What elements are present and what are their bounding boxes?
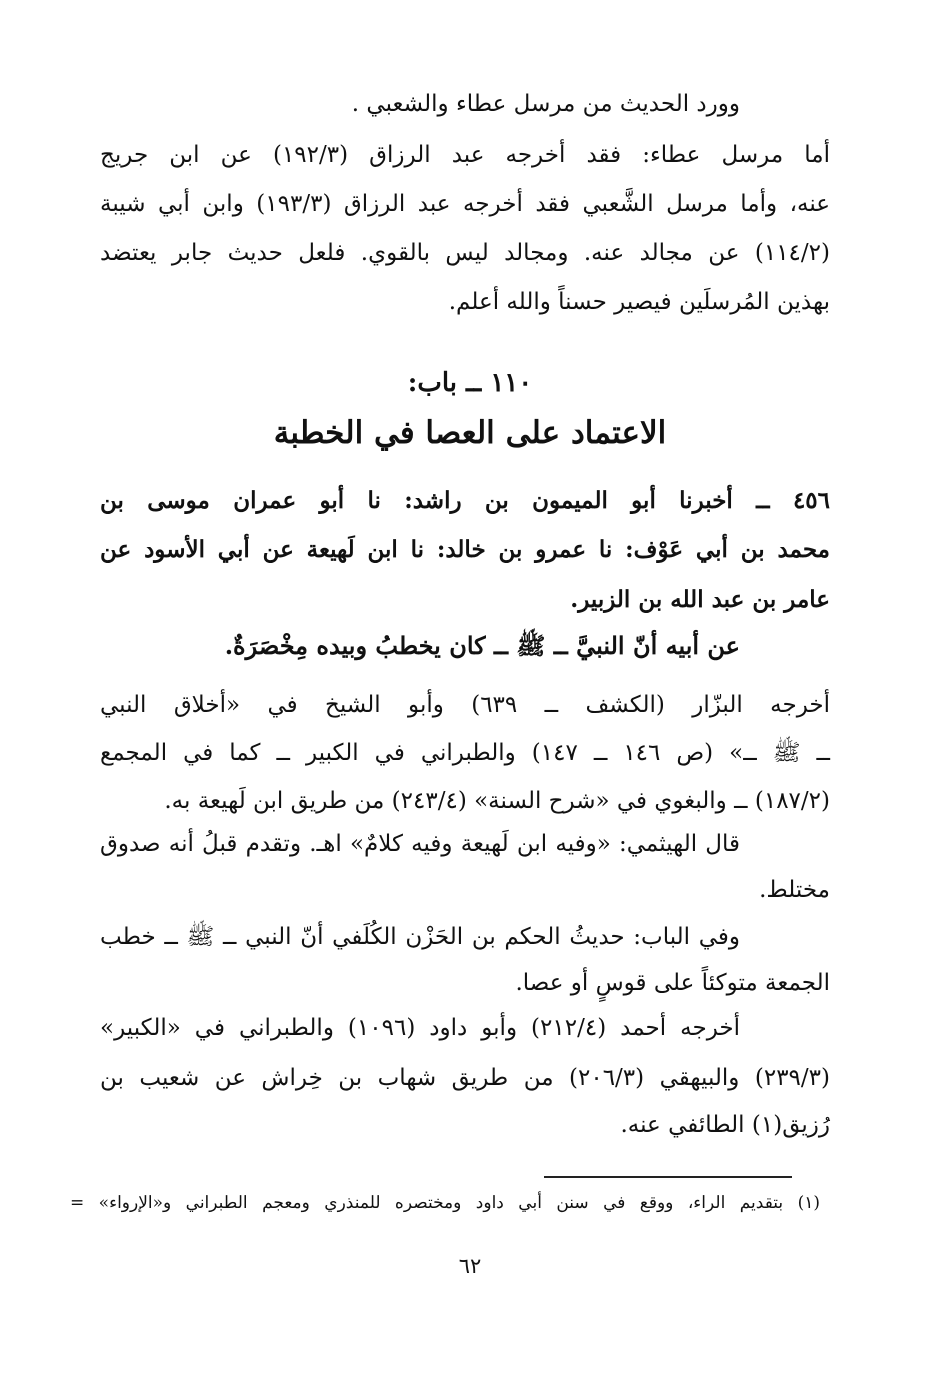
text-line: قال الهيثمي: «وفيه ابن لَهيعة وفيه كلامٌ» اهـ. وتقدم قبلُ أنه صدوق bbox=[100, 831, 740, 857]
hadith-line: محمد بن أبي عَوْف: نا عمرو بن خالد: نا ابن لَهيعة عن أبي الأسود عن bbox=[100, 536, 830, 563]
hadith-matn: عن أبيه أنّ النبيَّ ــ ﷺ ــ كان يخطبُ وبيده مِخْصَرَةٌ. bbox=[224, 631, 740, 660]
text-line: ــ ﷺ ــ» (ص ١٤٦ ــ ١٤٧) والطبراني في الكبير ــ كما في المجمع bbox=[100, 740, 830, 766]
text-line: مختلط. bbox=[759, 877, 830, 903]
footnote: (١) بتقديم الراء، ووقع في سنن أبي داود ومختصره للمنذري ومعجم الطبراني و«الإرواء» = bbox=[70, 1193, 820, 1213]
text-line: أخرجه البزّار (الكشف ــ ٦٣٩) وأبو الشيخ في «أخلاق النبي bbox=[100, 692, 830, 718]
text-line: أخرجه أحمد (٢١٢/٤) وأبو داود (١٠٩٦) والطبراني في «الكبير» bbox=[100, 1015, 740, 1041]
text-line: (١١٤/٢) عن مجالد عنه. ومجالد ليس بالقوي. فلعل حديث جابر يعتضد bbox=[100, 240, 830, 266]
hadith-line: ٤٥٦ ــ أخبرنا أبو الميمون بن راشد: نا أبو عمران موسى بن bbox=[100, 487, 830, 514]
text-line: وفي الباب: حديثُ الحكم بن الحَزْن الكُلَفي أنّ النبي ــ ﷺ ــ خطب bbox=[100, 924, 740, 950]
text-line: (١٨٧/٢) ــ والبغوي في «شرح السنة» (٢٤٣/٤) من طريق ابن لَهيعة به. bbox=[164, 788, 830, 814]
chapter-number: ١١٠ ــ باب: bbox=[407, 368, 533, 398]
text-line: بهذين المُرسلَين فيصير حسناً والله أعلم. bbox=[448, 289, 830, 315]
text-line: عنه، وأما مرسل الشَّعبي فقد أخرجه عبد الرزاق (١٩٣/٣) وابن أبي شيبة bbox=[100, 191, 830, 217]
page-number: ٦٢ bbox=[458, 1254, 482, 1278]
text-line: الجمعة متوكئاً على قوسٍ أو عصا. bbox=[515, 970, 830, 996]
footnote-divider bbox=[544, 1176, 792, 1178]
hadith-line: عامر بن عبد الله بن الزبير. bbox=[570, 586, 830, 613]
text-line: وورد الحديث من مرسل عطاء والشعبي . bbox=[351, 91, 740, 117]
text-line: أما مرسل عطاء: فقد أخرجه عبد الرزاق (١٩٢/٣) عن ابن جريج bbox=[100, 142, 830, 168]
text-line: رُزيق(١) الطائفي عنه. bbox=[620, 1112, 830, 1138]
chapter-title: الاعتماد على العصا في الخطبة bbox=[273, 415, 667, 451]
text-line: (٢٣٩/٣) والبيهقي (٢٠٦/٣) من طريق شهاب بن خِراش عن شعيب بن bbox=[100, 1065, 830, 1091]
